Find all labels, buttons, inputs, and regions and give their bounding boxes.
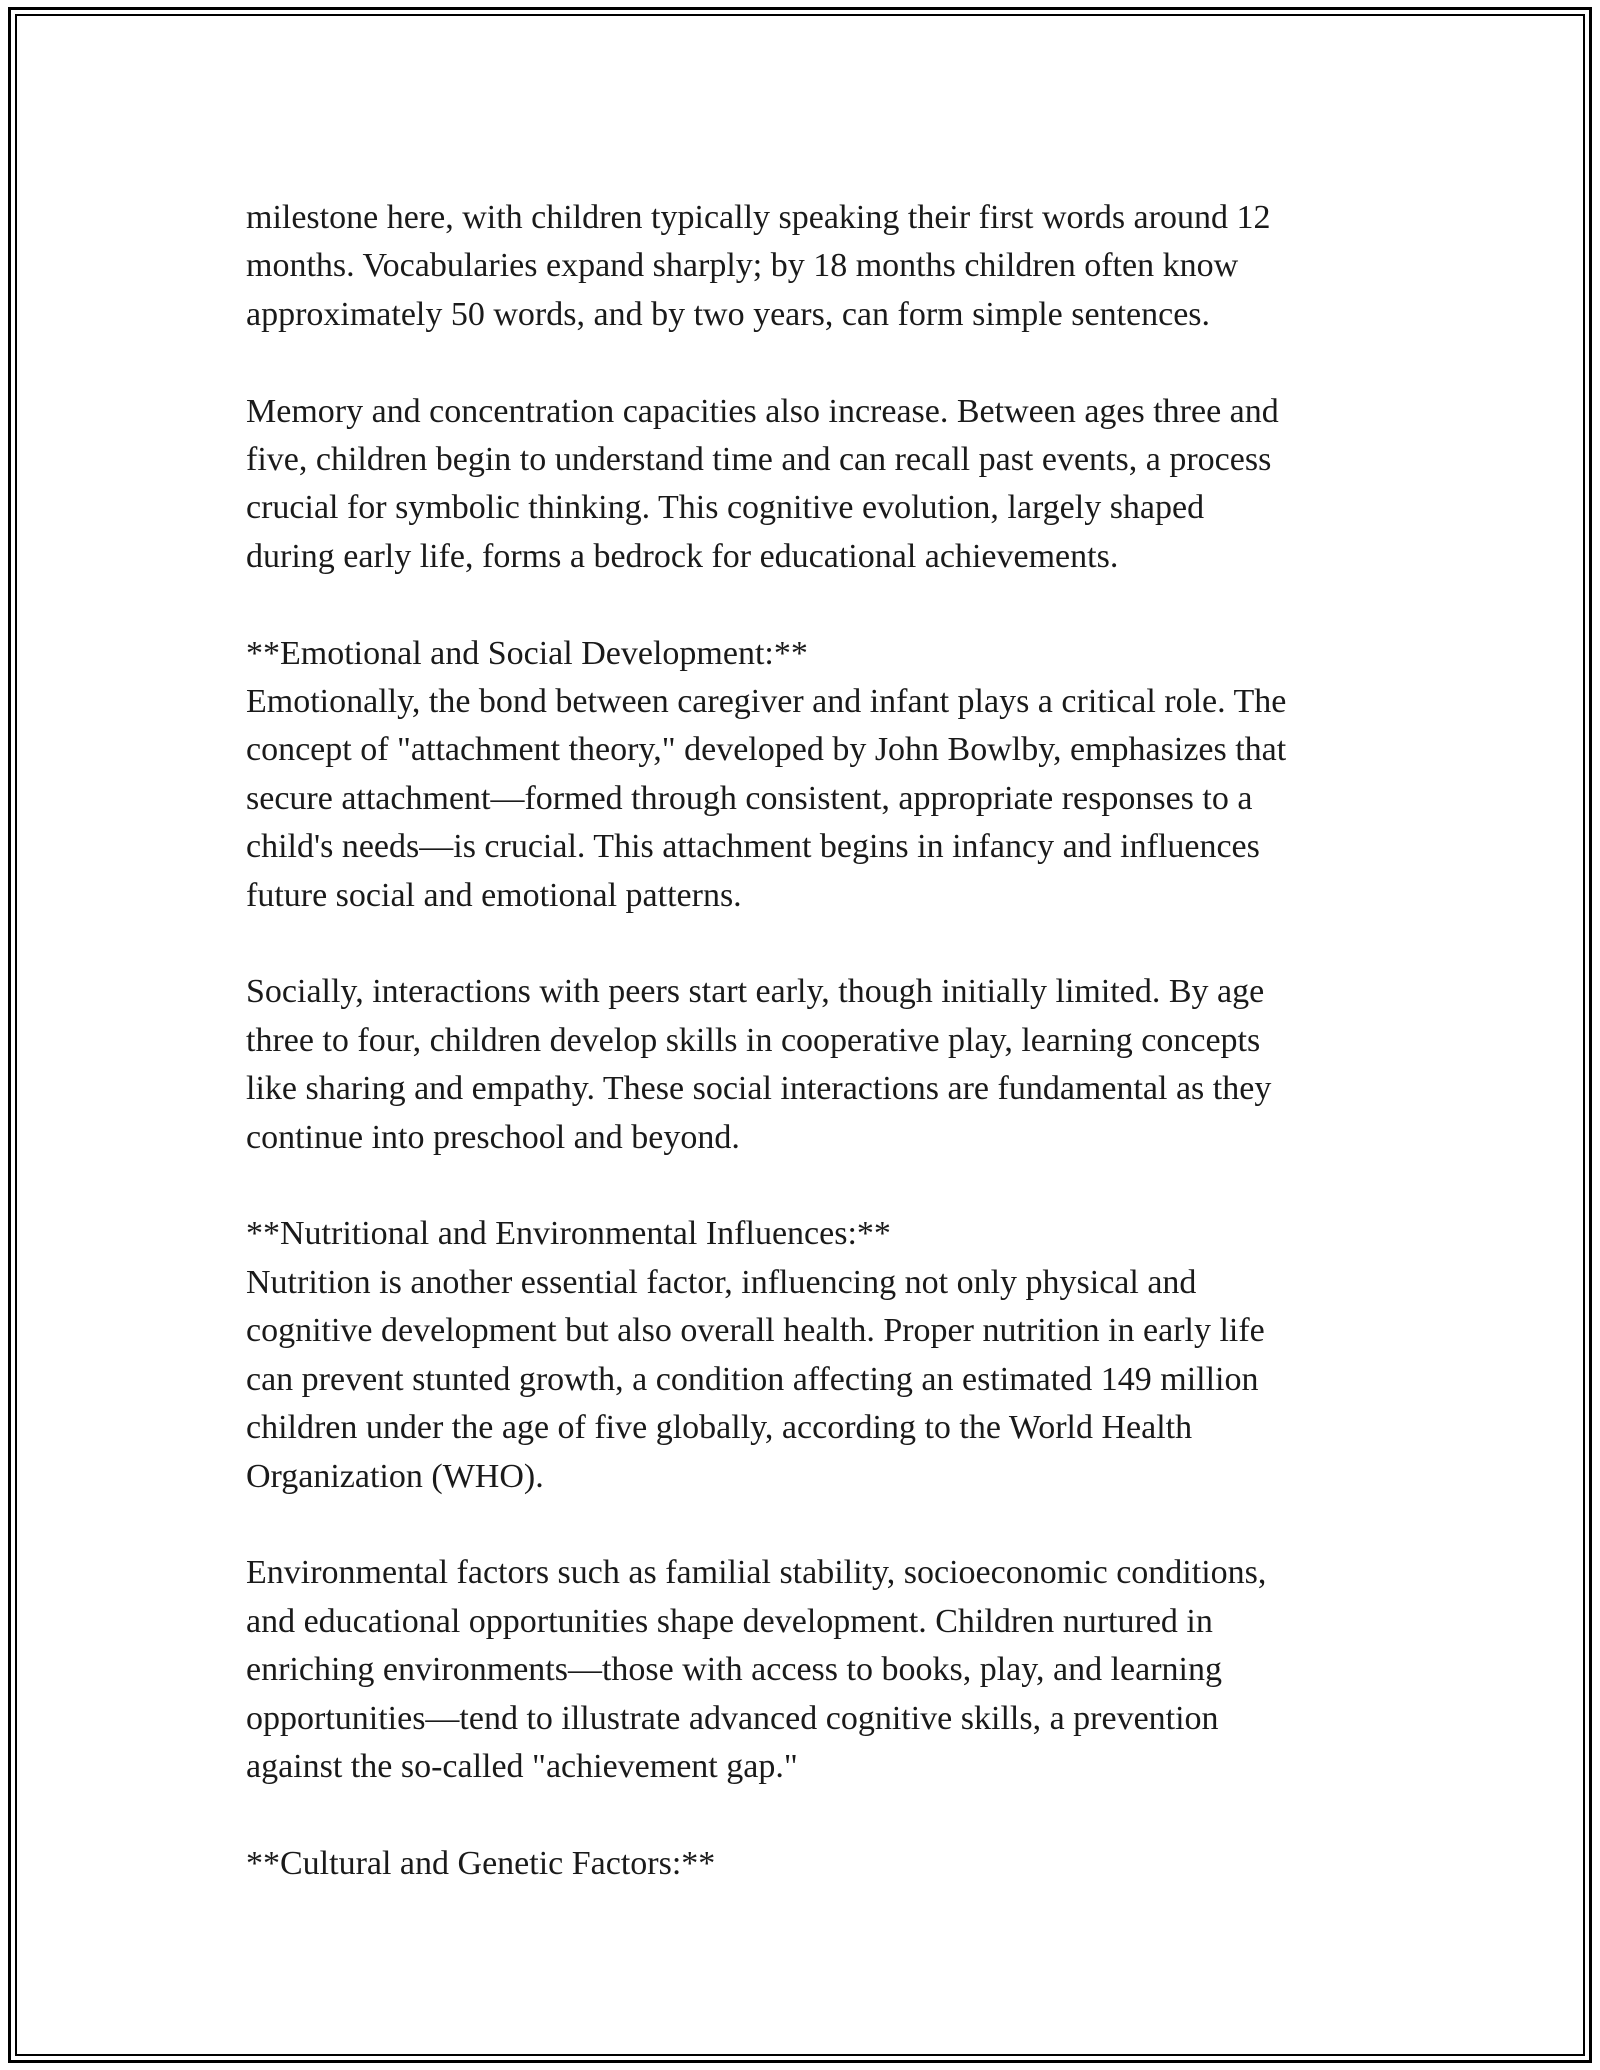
text-line: Emotionally, the bond between caregiver and infant plays a critical role. The xyxy=(246,683,1287,721)
text-line: months. Vocabularies expand sharply; by 18 months children often know xyxy=(246,247,1239,285)
paragraph-environmental-factors xyxy=(246,1549,1396,1791)
paragraph-nutrition xyxy=(246,1210,1396,1500)
text-line: crucial for symbolic thinking. This cognitive evolution, largely shaped xyxy=(246,489,1205,527)
text-line: cognitive development but also overall health. Proper nutrition in early life xyxy=(246,1312,1265,1350)
text-line: five, children begin to understand time and can recall past events, a process xyxy=(246,441,1272,479)
page-border xyxy=(8,7,1592,2063)
text-line: Memory and concentration capacities also increase. Between ages three and xyxy=(246,392,1279,430)
text-line: enriching environments—those with access to books, play, and learning xyxy=(246,1651,1223,1689)
section-heading: **Emotional and Social Development:** xyxy=(246,634,808,672)
text-line: secure attachment—formed through consistent, appropriate responses to a xyxy=(246,779,1253,817)
text-line: Environmental factors such as familial stability, socioeconomic conditions, xyxy=(246,1554,1267,1592)
text-line: like sharing and empathy. These social interactions are fundamental as they xyxy=(246,1070,1272,1108)
text-line: Socially, interactions with peers start early, though initially limited. By age xyxy=(246,973,1265,1011)
text-line: Nutrition is another essential factor, influencing not only physical and xyxy=(246,1263,1197,1301)
text-line: during early life, forms a bedrock for educational achievements. xyxy=(246,537,1119,575)
text-line: opportunities—tend to illustrate advanced cognitive skills, a prevention xyxy=(246,1699,1219,1737)
section-heading: **Cultural and Genetic Factors:** xyxy=(246,1844,716,1882)
paragraph-memory-concentration xyxy=(246,388,1396,582)
text-line: child's needs—is crucial. This attachment begins in infancy and influences xyxy=(246,828,1260,866)
text-line: three to four, children develop skills in cooperative play, learning concepts xyxy=(246,1021,1261,1059)
paragraph-language-milestones xyxy=(246,194,1396,339)
paragraph-peer-interactions xyxy=(246,968,1396,1162)
text-line: against the so-called "achievement gap." xyxy=(246,1747,798,1785)
text-line: can prevent stunted growth, a condition affecting an estimated 149 million xyxy=(246,1360,1259,1398)
text-line: milestone here, with children typically speaking their first words around 12 xyxy=(246,199,1271,236)
text-line: approximately 50 words, and by two years, can form simple sentences. xyxy=(246,295,1211,333)
text-line: and educational opportunities shape development. Children nurtured in xyxy=(246,1602,1213,1640)
text-line: concept of "attachment theory," developed by John Bowlby, emphasizes that xyxy=(246,731,1287,769)
text-line: future social and emotional patterns. xyxy=(246,876,742,914)
paragraph-cultural-genetic xyxy=(246,1840,1396,1888)
paragraph-emotional-social xyxy=(246,630,1396,920)
text-line: continue into preschool and beyond. xyxy=(246,1118,740,1156)
text-line: Organization (WHO). xyxy=(246,1457,544,1495)
section-heading: **Nutritional and Environmental Influences:** xyxy=(246,1215,891,1253)
text-line: children under the age of five globally, according to the World Health xyxy=(246,1409,1193,1447)
document-body xyxy=(246,194,1396,1937)
